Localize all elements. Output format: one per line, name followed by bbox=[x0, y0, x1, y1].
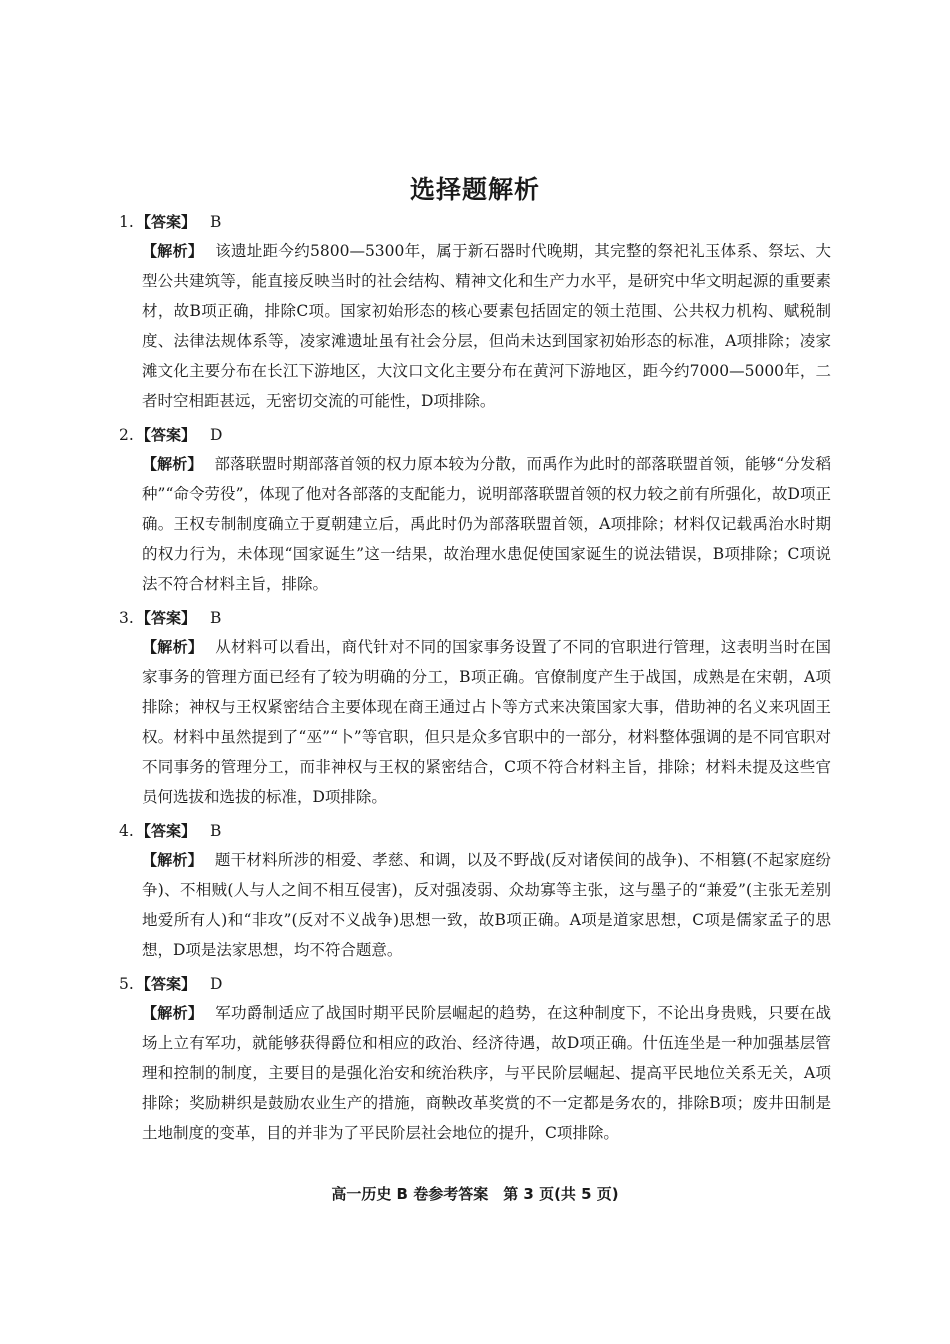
analysis-text: 该遗址距今约5800—5300年，属于新石器时代晚期，其完整的祭祀礼玉体系、祭坛、大型公共建筑等，能直接反映当时的社会结构、精神文化和生产力水平，是研究中华文明起源的重要素材，故B项正确，排除C项。国家初始形态的核心要素包括固定的领土范围、公共权力机构、赋税制度、法律法规体系等，凌家滩遗址虽有社会分层，但尚未达到国家初始形态的标准，A项排除；凌家滩文化主要分布在长江下游地区，大汶口文化主要分布在黄河下游地区，距今约7000—5000年，二者时空相距甚远，无密切交流的可能性，D项排除。 bbox=[142, 242, 831, 410]
question-number: 5. bbox=[119, 975, 134, 993]
analysis-label: 【解析】 bbox=[142, 638, 204, 656]
answer-line bbox=[119, 604, 831, 632]
answer-line bbox=[119, 970, 831, 998]
question-number: 1. bbox=[119, 213, 134, 231]
question-item bbox=[119, 970, 831, 1148]
answer-value: D bbox=[210, 426, 223, 444]
answer-line bbox=[119, 421, 831, 449]
analysis-paragraph bbox=[142, 998, 831, 1148]
answer-value: B bbox=[210, 213, 222, 231]
question-item bbox=[119, 604, 831, 812]
answer-value: D bbox=[210, 975, 223, 993]
analysis-text: 从材料可以看出，商代针对不同的国家事务设置了不同的官职进行管理，这表明当时在国家事务的管理方面已经有了较为明确的分工，B项正确。官僚制度产生于战国，成熟是在宋朝，A项排除；神权与王权紧密结合主要体现在商王通过占卜等方式来决策国家大事，借助神的名义来巩固王权。材料中虽然提到了“巫”“卜”等官职，但只是众多官职中的一部分，材料整体强调的是不同官职对不同事务的管理分工，而非神权与王权的紧密结合，C项不符合材料主旨，排除；材料未提及这些官员何选拔和选拔的标准，D项排除。 bbox=[142, 638, 831, 806]
answer-label: 【答案】 bbox=[136, 975, 197, 993]
analysis-label: 【解析】 bbox=[142, 242, 204, 260]
analysis-label: 【解析】 bbox=[142, 1004, 204, 1022]
question-item bbox=[119, 817, 831, 965]
page-title: 选择题解析 bbox=[409, 175, 540, 204]
analysis-text: 军功爵制适应了战国时期平民阶层崛起的趋势，在这种制度下，不论出身贵贱，只要在战场上立有军功，就能够获得爵位和相应的政治、经济待遇，故D项正确。什伍连坐是一种加强基层管理和控制的制度，主要目的是强化治安和统治秩序，与平民阶层崛起、提高平民地位关系无关，A项排除；奖励耕织是鼓励农业生产的措施，商鞅改革奖赏的不一定都是务农的，排除B项；废井田制是土地制度的变革，目的并非为了平民阶层社会地位的提升，C项排除。 bbox=[142, 1004, 831, 1142]
analysis-paragraph bbox=[142, 845, 831, 965]
analysis-text: 题干材料所涉的相爱、孝慈、和调，以及不野战(反对诸侯间的战争)、不相篡(不起家庭纷争)、不相贼(人与人之间不相互侵害)，反对强凌弱、众劫寡等主张，这与墨子的“兼爱”(主张无差别地爱所有人)和“非攻”(反对不义战争)思想一致，故B项正确。A项是道家思想，C项是儒家孟子的思想，D项是法家思想，均不符合题意。 bbox=[142, 851, 831, 959]
answer-label: 【答案】 bbox=[136, 822, 197, 840]
question-number: 2. bbox=[119, 426, 134, 444]
answer-value: B bbox=[210, 822, 222, 840]
analysis-label: 【解析】 bbox=[142, 455, 203, 473]
answer-label: 【答案】 bbox=[136, 213, 197, 231]
answer-line bbox=[119, 817, 831, 845]
analysis-paragraph bbox=[142, 632, 831, 812]
question-item bbox=[119, 421, 831, 599]
answer-value: B bbox=[210, 609, 222, 627]
answer-label: 【答案】 bbox=[136, 609, 197, 627]
analysis-paragraph bbox=[142, 449, 831, 599]
answer-line bbox=[119, 208, 831, 236]
answer-label: 【答案】 bbox=[136, 426, 197, 444]
analysis-label: 【解析】 bbox=[142, 851, 203, 869]
page-footer: 高一历史 B 卷参考答案 第 3 页(共 5 页) bbox=[331, 1185, 619, 1203]
question-number: 4. bbox=[119, 822, 134, 840]
question-number: 3. bbox=[119, 609, 134, 627]
analysis-paragraph bbox=[142, 236, 831, 416]
question-item bbox=[119, 208, 831, 416]
question-list bbox=[119, 208, 831, 1148]
analysis-text: 部落联盟时期部落首领的权力原本较为分散，而禹作为此时的部落联盟首领，能够“分发稻种”“命令劳役”，体现了他对各部落的支配能力，说明部落联盟首领的权力较之前有所强化，故D项正确。王权专制制度确立于夏朝建立后，禹此时仍为部落联盟首领，A项排除；材料仅记载禹治水时期的权力行为，未体现“国家诞生”这一结果，故治理水患促使国家诞生的说法错误，B项排除；C项说法不符合材料主旨，排除。 bbox=[142, 455, 831, 593]
